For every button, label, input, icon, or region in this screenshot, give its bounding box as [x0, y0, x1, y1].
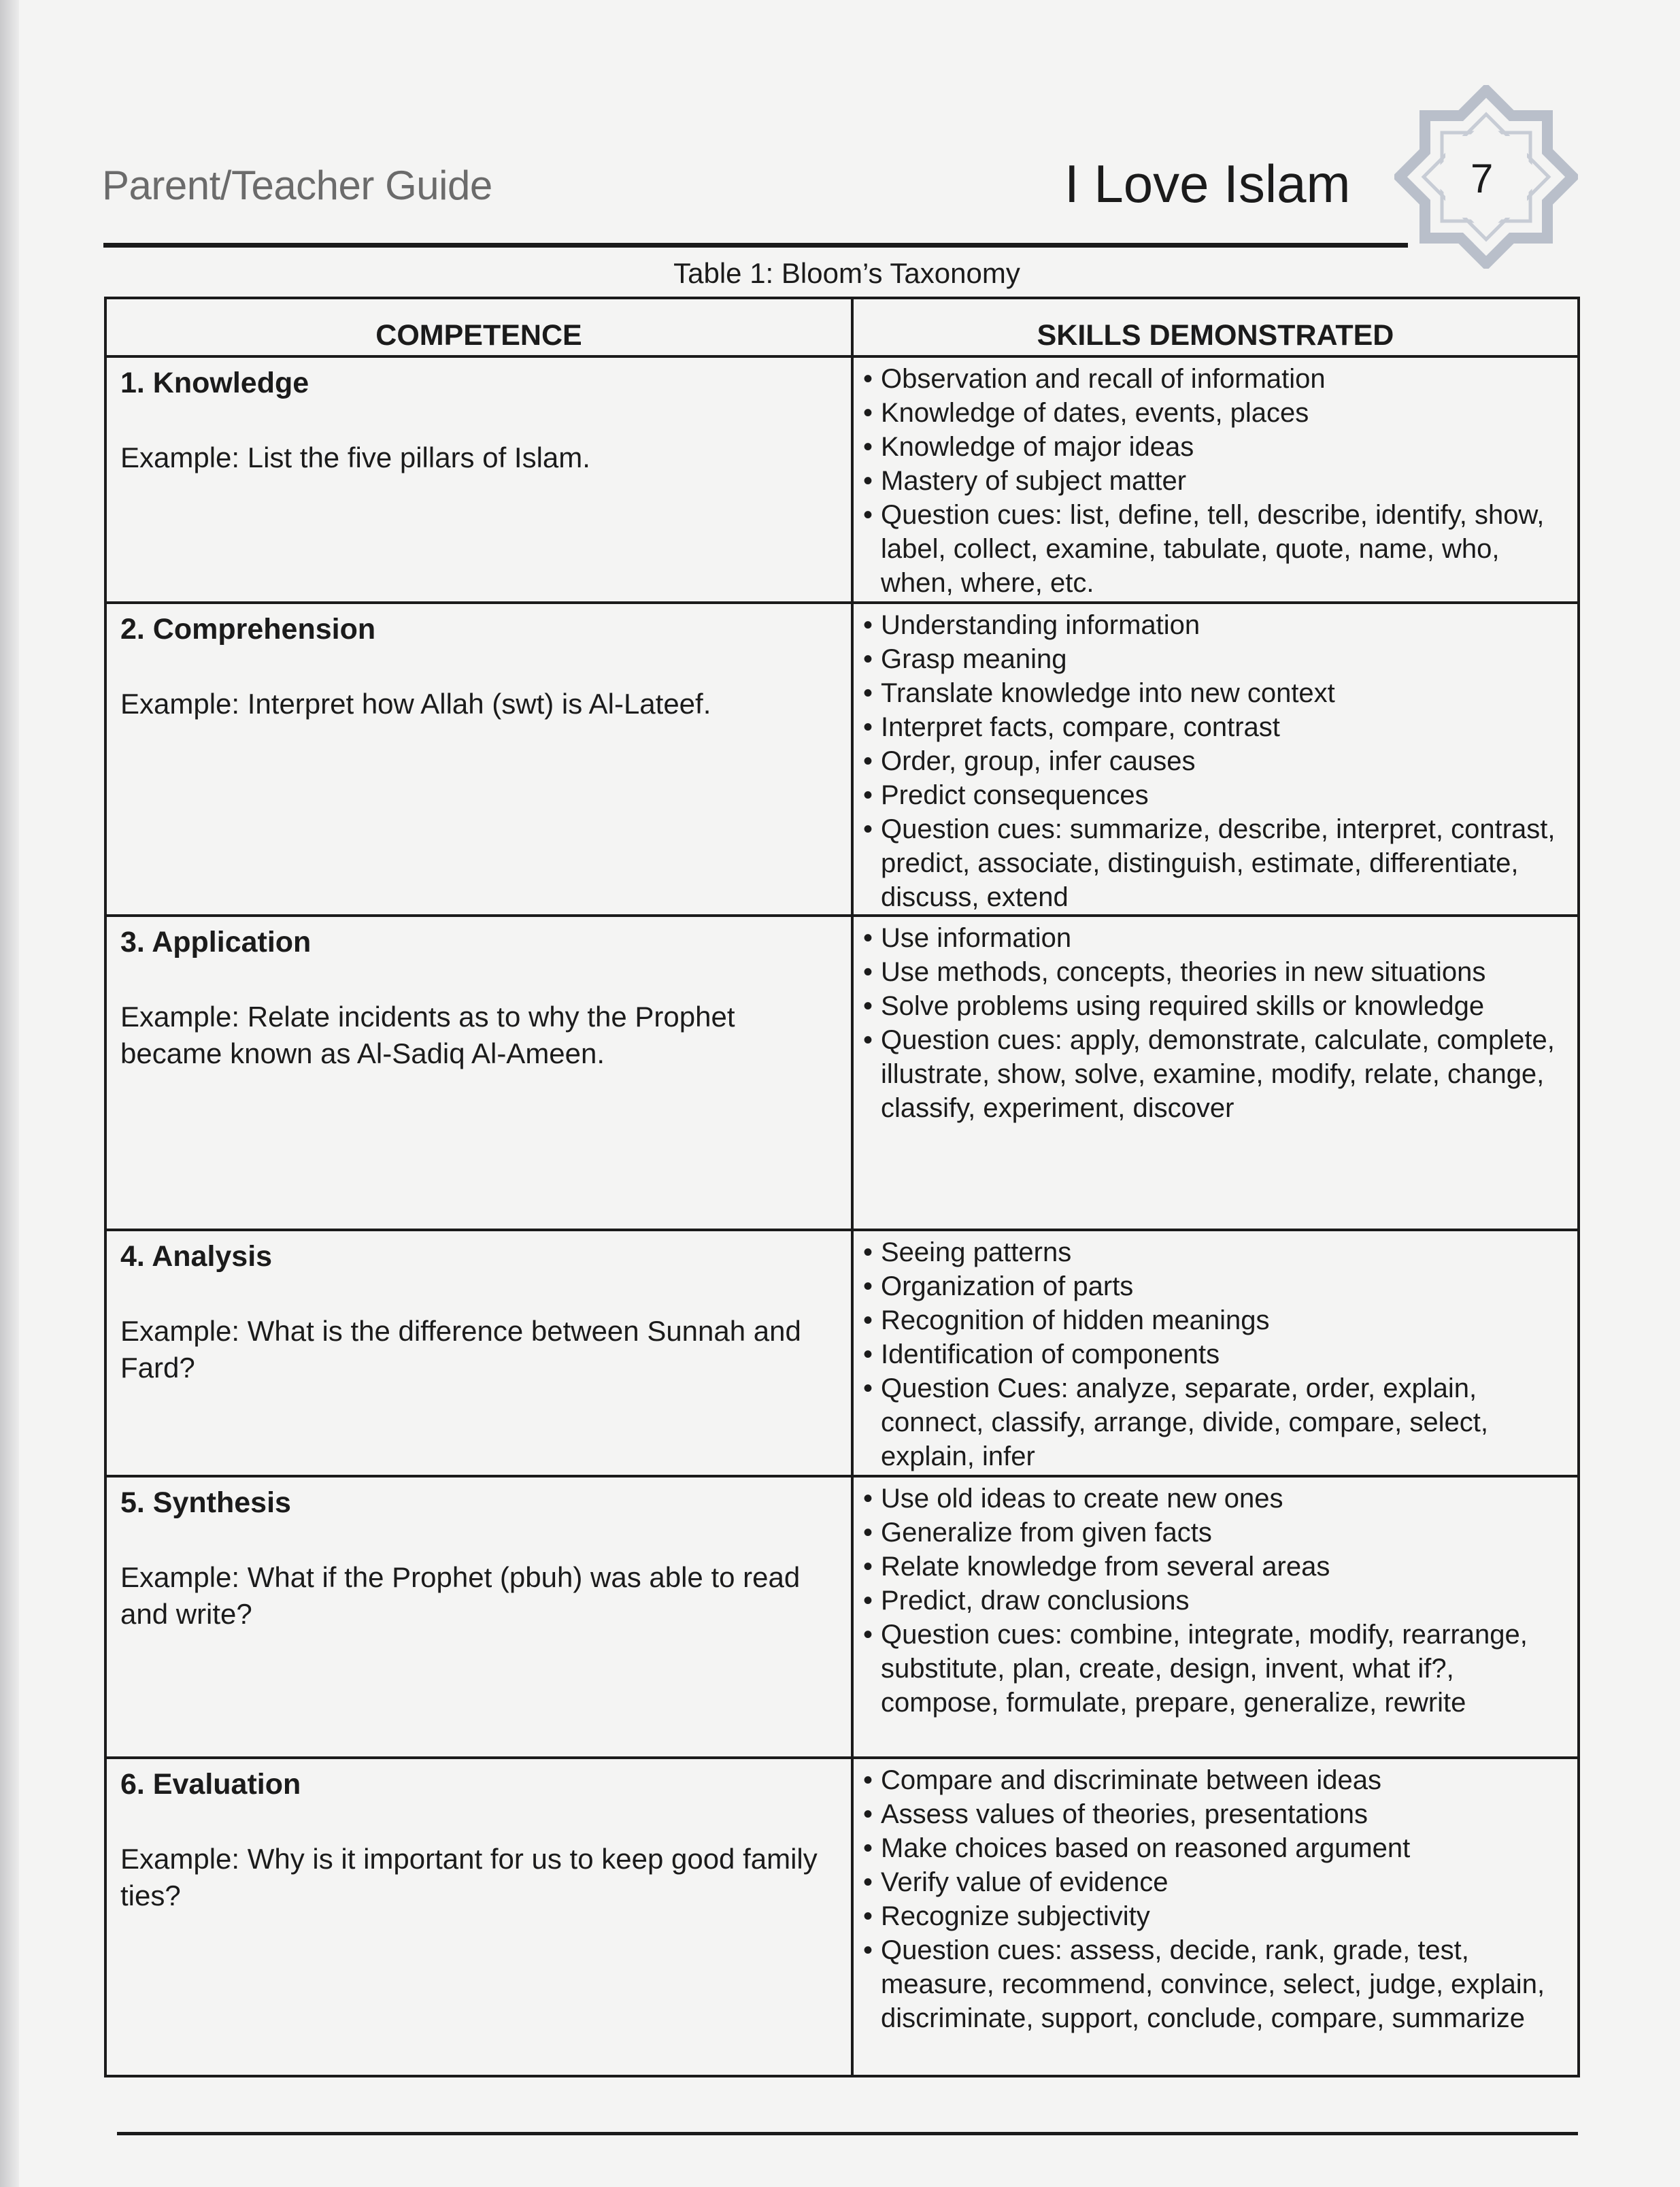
column-header-competence: COMPETENCE: [105, 298, 852, 356]
skills-cell: [852, 603, 1579, 916]
skill-item: • Make choices based on reasoned argument: [860, 1831, 1572, 1865]
skill-item: • Use information: [860, 921, 1572, 955]
competence-heading: 4. Analysis: [120, 1240, 273, 1273]
guide-title: Parent/Teacher Guide: [102, 163, 492, 208]
skill-item: • Mastery of subject matter: [860, 464, 1572, 498]
skill-item: • Translate knowledge into new context: [860, 676, 1572, 710]
skill-item: • Solve problems using required skills or knowledge: [860, 989, 1572, 1023]
competence-cell: [105, 603, 852, 916]
skill-item: • Interpret facts, compare, contrast: [860, 710, 1572, 744]
skill-item: • Predict, draw conclusions: [860, 1584, 1572, 1618]
competence-example: Example: What if the Prophet (pbuh) was able to read and write?: [120, 1561, 801, 1630]
skill-item: • Question cues: apply, demonstrate, calculate, complete, illustrate, show, solve, examine, modify, relate, change, classify, experiment, discover: [860, 1023, 1572, 1125]
page-binding-edge: [0, 0, 19, 2187]
competence-cell: [105, 916, 852, 1230]
skill-item: • Order, group, infer causes: [860, 744, 1572, 778]
skills-cell: [852, 356, 1579, 603]
skill-item: • Verify value of evidence: [860, 1865, 1572, 1899]
competence-cell: [105, 1230, 852, 1476]
competence-cell: [105, 356, 852, 603]
competence-example: Example: List the five pillars of Islam.: [120, 441, 590, 473]
skill-item: • Generalize from given facts: [860, 1516, 1572, 1550]
competence-heading: 1. Knowledge: [120, 367, 309, 399]
skill-item: • Question Cues: analyze, separate, order, explain, connect, classify, arrange, divide, compare, select, explain, infer: [860, 1371, 1572, 1473]
skill-item: • Question cues: assess, decide, rank, grade, test, measure, recommend, convince, select, judge, explain, discriminate, support, conclude, compare, summarize: [860, 1933, 1572, 2035]
table-row: [105, 356, 1579, 603]
skill-item: • Knowledge of dates, events, places: [860, 396, 1572, 430]
competence-cell: [105, 1476, 852, 1758]
skills-cell: [852, 1476, 1579, 1758]
skill-item: • Understanding information: [860, 608, 1572, 642]
competence-example: Example: Relate incidents as to why the Prophet became known as Al-Sadiq Al-Ameen.: [120, 1001, 735, 1069]
book-title: I Love Islam: [1064, 154, 1351, 214]
skill-item: • Question cues: list, define, tell, describe, identify, show, label, collect, examine, tabulate, quote, name, who, when, where, etc.: [860, 498, 1572, 600]
skill-item: • Compare and discriminate between ideas: [860, 1763, 1572, 1797]
competence-heading: 6. Evaluation: [120, 1768, 301, 1801]
competence-example: Example: Why is it important for us to keep good family ties?: [120, 1843, 818, 1911]
competence-heading: 3. Application: [120, 926, 312, 958]
skills-cell: [852, 916, 1579, 1230]
table-row: [105, 1476, 1579, 1758]
skill-item: • Seeing patterns: [860, 1235, 1572, 1269]
table-caption: Table 1: Bloom’s Taxonomy: [673, 257, 1020, 289]
skill-item: • Question cues: combine, integrate, modify, rearrange, substitute, plan, create, design, invent, what if?, compose, formulate, prepare, generalize, rewrite: [860, 1618, 1572, 1720]
competence-cell: [105, 1758, 852, 2076]
table-row: [105, 1230, 1579, 1476]
skills-cell: [852, 1758, 1579, 2076]
skill-item: • Recognition of hidden meanings: [860, 1303, 1572, 1337]
column-header-skills: SKILLS DEMONSTRATED: [852, 298, 1579, 356]
footer-divider: [117, 2132, 1578, 2135]
skill-item: • Relate knowledge from several areas: [860, 1550, 1572, 1584]
blooms-taxonomy-table: [104, 297, 1580, 2077]
skill-item: • Recognize subjectivity: [860, 1899, 1572, 1933]
skill-item: • Assess values of theories, presentations: [860, 1797, 1572, 1831]
skill-item: • Grasp meaning: [860, 642, 1572, 676]
table-row: [105, 1758, 1579, 2076]
skill-item: • Observation and recall of information: [860, 362, 1572, 396]
table-row: [105, 603, 1579, 916]
competence-heading: 2. Comprehension: [120, 613, 376, 646]
skill-item: • Question cues: summarize, describe, interpret, contrast, predict, associate, distinguish, estimate, differentiate, discuss, extend: [860, 812, 1572, 914]
skill-item: • Predict consequences: [860, 778, 1572, 812]
competence-example: Example: Interpret how Allah (swt) is Al-Lateef.: [120, 688, 711, 720]
header-divider: [103, 243, 1408, 248]
skills-cell: [852, 1230, 1579, 1476]
skill-item: • Knowledge of major ideas: [860, 430, 1572, 464]
table-header-row: [105, 298, 1579, 356]
table-row: [105, 916, 1579, 1230]
page-number: 7: [1471, 156, 1494, 201]
skill-item: • Identification of components: [860, 1337, 1572, 1371]
skill-item: • Use methods, concepts, theories in new situations: [860, 955, 1572, 989]
skill-item: • Organization of parts: [860, 1269, 1572, 1303]
competence-example: Example: What is the difference between Sunnah and Fard?: [120, 1315, 801, 1384]
competence-heading: 5. Synthesis: [120, 1486, 291, 1519]
skill-item: • Use old ideas to create new ones: [860, 1482, 1572, 1516]
